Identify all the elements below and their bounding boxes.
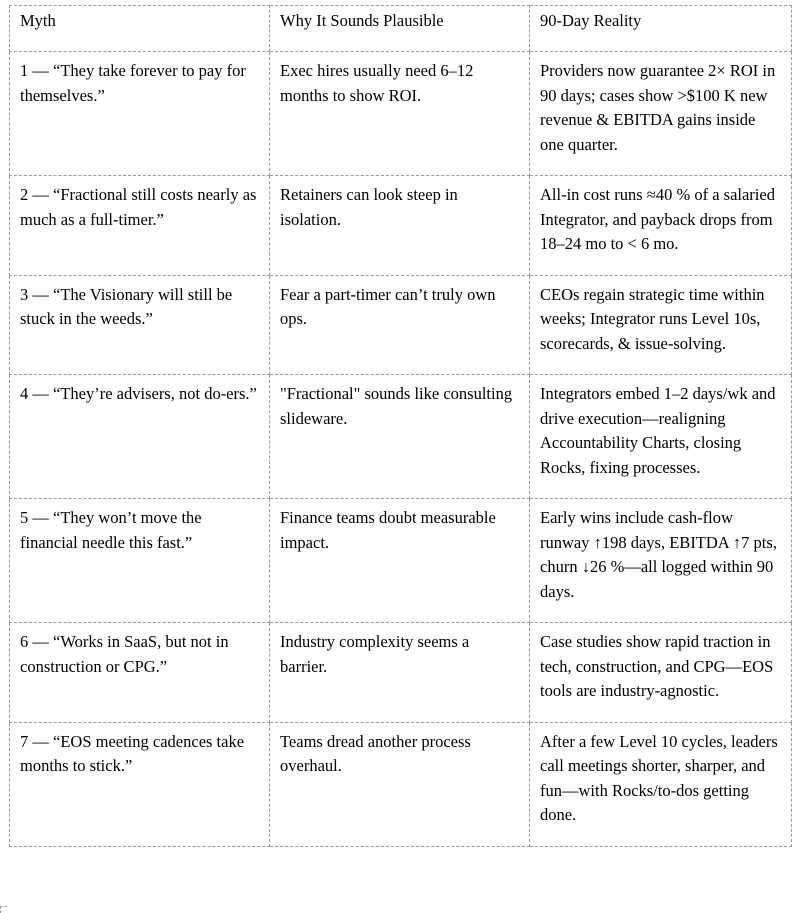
myth-cell: 4 — “They’re advisers, not do-ers.” xyxy=(10,375,270,499)
reality-cell: Early wins include cash-flow runway ↑198 days, EBITDA ↑7 pts, churn ↓26 %—all logged within 90 days. xyxy=(530,499,792,623)
table-header xyxy=(10,6,792,52)
plausible-cell: Industry complexity seems a barrier. xyxy=(270,623,530,723)
reality-cell: CEOs regain strategic time within weeks; Integrator runs Level 10s, scorecards, & issue-solving. xyxy=(530,275,792,375)
myth-cell: 5 — “They won’t move the financial needle this fast.” xyxy=(10,499,270,623)
table-row xyxy=(10,275,792,375)
reality-cell: Providers now guarantee 2× ROI in 90 days; cases show >$100 K new revenue & EBITDA gains inside one quarter. xyxy=(530,52,792,176)
table-row xyxy=(10,722,792,846)
table-body xyxy=(10,52,792,847)
myth-cell: 3 — “The Visionary will still be stuck in the weeds.” xyxy=(10,275,270,375)
table-row xyxy=(10,375,792,499)
header-myth: Myth xyxy=(10,6,270,52)
header-row xyxy=(10,6,792,52)
reality-cell: Integrators embed 1–2 days/wk and drive execution—realigning Accountability Charts, closing Rocks, fixing processes. xyxy=(530,375,792,499)
reality-cell: After a few Level 10 cycles, leaders call meetings shorter, sharper, and fun—with Rocks/to-dos getting done. xyxy=(530,722,792,846)
reality-cell: All-in cost runs ≈40 % of a salaried Integrator, and payback drops from 18–24 mo to < 6 mo. xyxy=(530,176,792,276)
myth-cell: 2 — “Fractional still costs nearly as much as a full-timer.” xyxy=(10,176,270,276)
header-why-plausible: Why It Sounds Plausible xyxy=(270,6,530,52)
myth-cell: 7 — “EOS meeting cadences take months to stick.” xyxy=(10,722,270,846)
myth-cell: 1 — “They take forever to pay for themselves.” xyxy=(10,52,270,176)
plausible-cell: Teams dread another process overhaul. xyxy=(270,722,530,846)
table-row xyxy=(10,176,792,276)
plausible-cell: "Fractional" sounds like consulting slideware. xyxy=(270,375,530,499)
myth-reality-table xyxy=(9,5,792,847)
table-row xyxy=(10,499,792,623)
page-corner-mark xyxy=(0,906,7,913)
plausible-cell: Fear a part-timer can’t truly own ops. xyxy=(270,275,530,375)
header-90-day-reality: 90-Day Reality xyxy=(530,6,792,52)
plausible-cell: Finance teams doubt measurable impact. xyxy=(270,499,530,623)
plausible-cell: Retainers can look steep in isolation. xyxy=(270,176,530,276)
reality-cell: Case studies show rapid traction in tech, construction, and CPG—EOS tools are industry-agnostic. xyxy=(530,623,792,723)
myth-cell: 6 — “Works in SaaS, but not in construction or CPG.” xyxy=(10,623,270,723)
table-row xyxy=(10,623,792,723)
plausible-cell: Exec hires usually need 6–12 months to show ROI. xyxy=(270,52,530,176)
table-row xyxy=(10,52,792,176)
